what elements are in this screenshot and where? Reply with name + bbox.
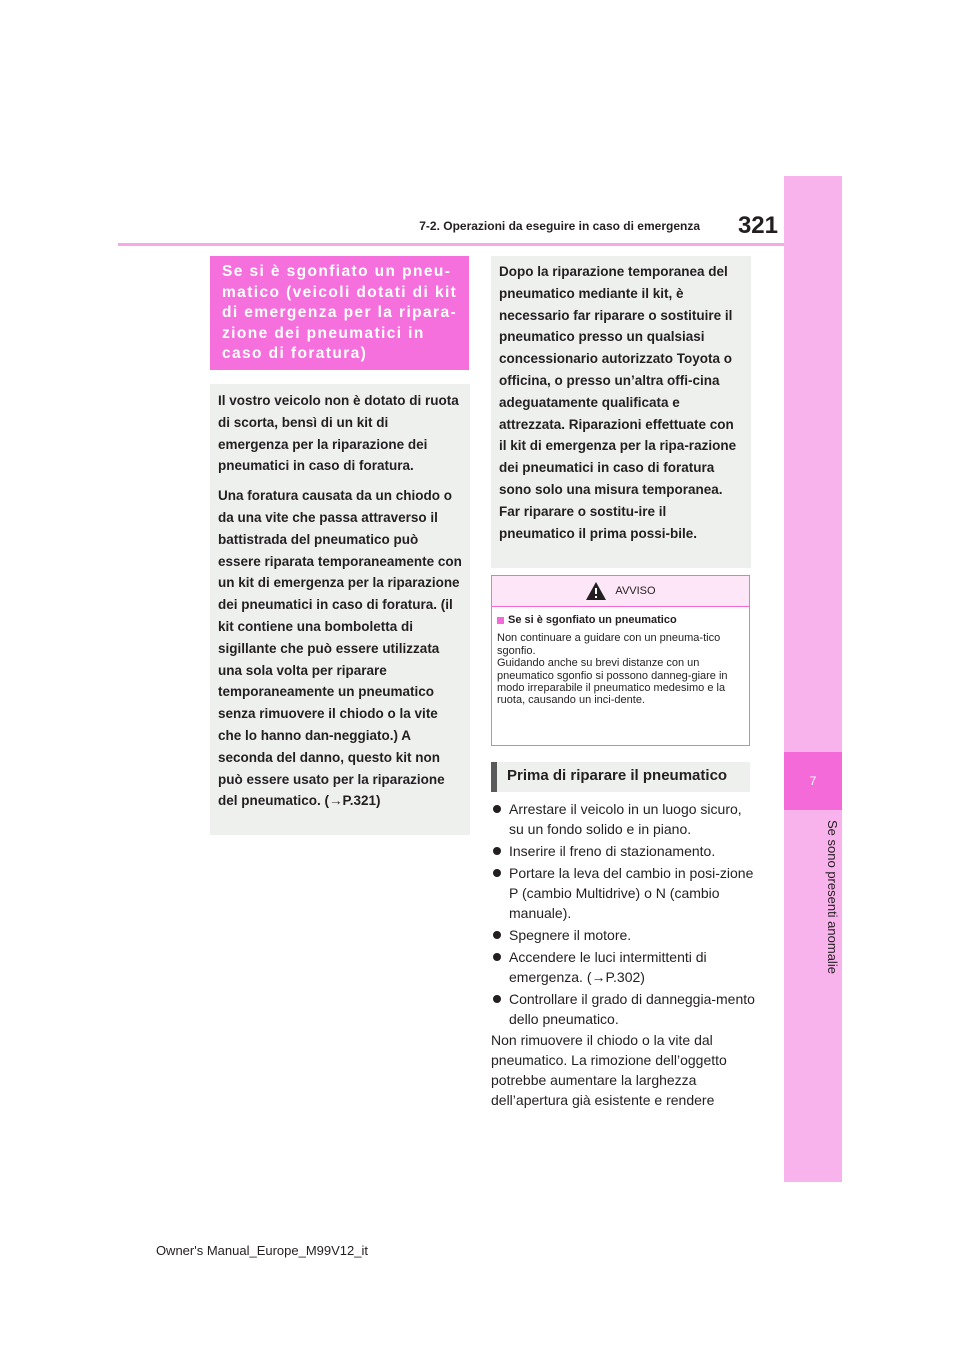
warning-line-2: Guidando anche su brevi distanze con un pneumatico sgonfio si possono danneg-giare in modo irreparabile il pneumatico medesimo e la ruota, causando un inci-dente. bbox=[497, 657, 728, 707]
topic-title: Se si è sgonfiato un pneu-matico (veicoli dotati di kit di emergenza per la ripara-zione dei pneumatici in caso di foratura) bbox=[222, 263, 458, 362]
warning-label: AVVISO bbox=[615, 585, 656, 597]
page-number: 321 bbox=[737, 212, 778, 239]
footer-text: Owner's Manual_Europe_M99V12_it bbox=[155, 1243, 368, 1258]
topic-title-box bbox=[210, 256, 469, 370]
info-text-box bbox=[491, 256, 751, 568]
steps-list bbox=[491, 799, 756, 1031]
info-paragraph: Dopo la riparazione temporanea del pneumatico mediante il kit, è necessario far riparare o sostituire il pneumatico presso un qualsiasi concessionario autorizzato Toyota o officina, o presso un’altra offi-cina adeguatamente qualificata e attrezzata. Riparazioni effettuate con il kit di emergenza per la ripa-razione dei pneumatici in caso di foratura sono solo una misura temporanea. Far riparare o sostitu-ire il pneumatico il prima possi-bile. bbox=[499, 264, 737, 541]
intro-paragraph-2: Una foratura causata da un chiodo o da una vite che passa attraverso il battistrada del pneumatico può essere riparata temporaneamente con un kit di emergenza per la riparazione dei pneumatici in caso di foratura. (il kit contiene una bomboletta di sigillante che può essere utilizzata una sola volta per riparare temporaneamente un pneumatico senza rimuovere il chiodo o la vite che lo hanno dan-neggiato.) A seconda del danno, questo kit non può essere usato per la riparazione del pneumatico. (→P.321) bbox=[218, 488, 462, 809]
warning-box bbox=[491, 575, 750, 746]
list-item: Spegnere il motore. bbox=[491, 925, 756, 945]
warning-line-1: Non continuare a guidare con un pneuma-tico sgonfio. bbox=[497, 632, 721, 657]
intro-paragraph-1: Il vostro veicolo non è dotato di ruota di scorta, bensì di un kit di emergenza per la riparazione dei pneumatici in caso di foratura. bbox=[218, 393, 459, 474]
list-item: Accendere le luci intermittenti di emergenza. (→P.302) bbox=[491, 947, 756, 987]
chapter-title-text: Se sono presenti anomalie bbox=[825, 820, 840, 974]
list-item: Arrestare il veicolo in un luogo sicuro, su un fondo solido e in piano. bbox=[491, 799, 756, 839]
section-heading: Prima di riparare il pneumatico bbox=[491, 762, 750, 792]
warning-subheading bbox=[497, 614, 741, 626]
warning-subheading-text: Se si è sgonfiato un pneumatico bbox=[508, 614, 677, 626]
square-bullet-icon bbox=[497, 617, 504, 624]
section-title: 7-2. Operazioni da eseguire in caso di emergenza bbox=[419, 219, 700, 233]
list-item: Inserire il freno di stazionamento. bbox=[491, 841, 756, 861]
header-rule bbox=[118, 243, 784, 246]
list-item: Controllare il grado di danneggia-mento dello pneumatico. bbox=[491, 989, 756, 1029]
warning-header bbox=[492, 576, 749, 607]
chapter-number-tab: 7 bbox=[784, 752, 842, 810]
closing-paragraph: Non rimuovere il chiodo o la vite dal pneumatico. La rimozione dell’oggetto potrebbe aumentare la larghezza dell’apertura già esistente e rendere bbox=[491, 1032, 727, 1108]
chapter-title bbox=[786, 820, 840, 1050]
list-item: Portare la leva del cambio in posi-zione P (cambio Multidrive) o N (cambio manuale). bbox=[491, 863, 756, 923]
intro-text-box bbox=[210, 384, 470, 835]
warning-triangle-icon bbox=[585, 581, 607, 601]
warning-body bbox=[492, 607, 749, 707]
